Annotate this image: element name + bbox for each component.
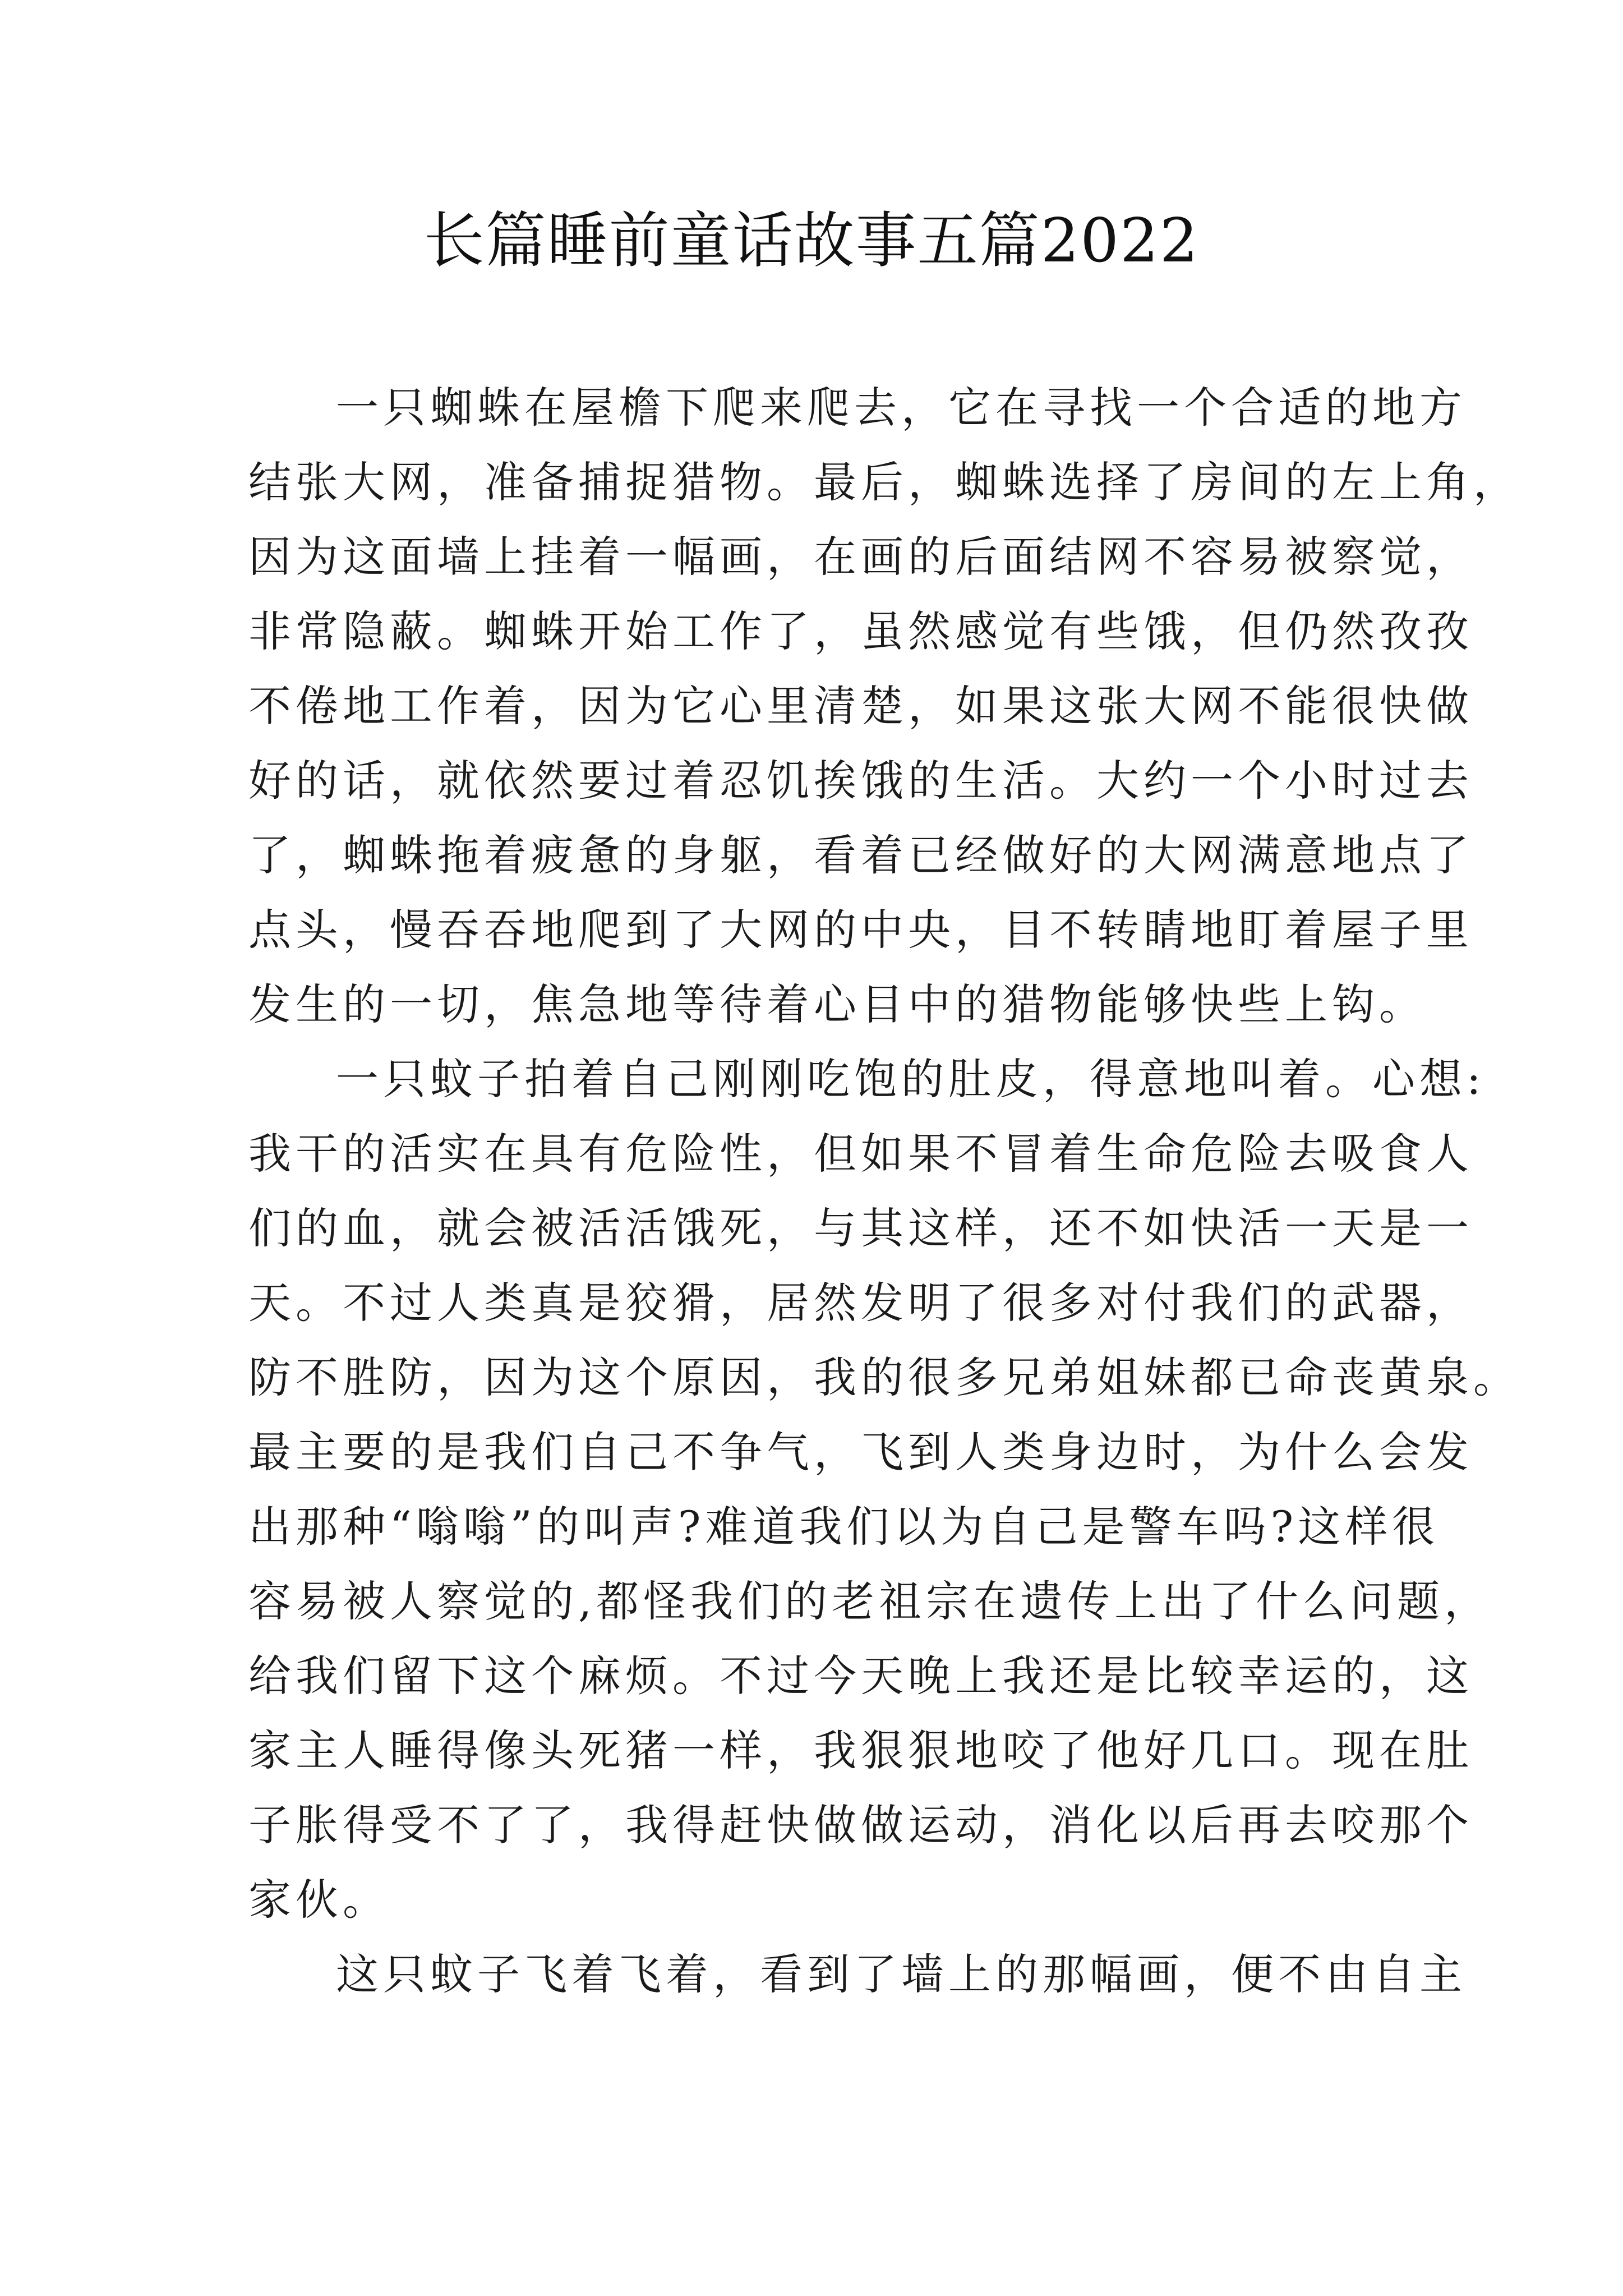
paragraph-1-line-3: 因为这面墙上挂着一幅画，在画的后面结网不容易被察觉，: [248, 532, 1473, 582]
paragraph-2-line-5: 防不胜防，因为这个原因，我的很多兄弟姐妹都已命丧黄泉。: [248, 1352, 1520, 1402]
paragraph-2-line-2: 我干的活实在具有危险性，但如果不冒着生命危险去吸食人: [248, 1129, 1473, 1179]
paragraph-2-line-6: 最主要的是我们自己不争气，飞到人类身边时，为什么会发: [248, 1427, 1473, 1477]
paragraph-2-line-11: 子胀得受不了了，我得赶快做做运动，消化以后再去咬那个: [248, 1800, 1473, 1850]
paragraph-3-line-1: 这只蚊子飞着飞着，看到了墙上的那幅画，便不由自主: [336, 1949, 1467, 1999]
paragraph-1-line-8: 点头，慢吞吞地爬到了大网的中央，目不转睛地盯着屋子里: [248, 905, 1473, 955]
paragraph-2-line-8: 容易被人察觉的,都怪我们的老祖宗在遗传上出了什么问题，: [248, 1576, 1492, 1626]
paragraph-1-line-1: 一只蜘蛛在屋檐下爬来爬去，它在寻找一个合适的地方: [336, 383, 1467, 432]
paragraph-2-line-4: 天。不过人类真是狡猾，居然发明了很多对付我们的武器，: [248, 1278, 1473, 1328]
paragraph-1-line-2: 结张大网，准备捕捉猎物。最后，蜘蛛选择了房间的左上角，: [248, 457, 1520, 507]
document-title: 长篇睡前童话故事五篇2022: [423, 206, 1200, 276]
paragraph-1-line-6: 好的话，就依然要过着忍饥挨饿的生活。大约一个小时过去: [248, 756, 1473, 806]
paragraph-1-line-7: 了，蜘蛛拖着疲惫的身躯，看着已经做好的大网满意地点了: [248, 830, 1473, 880]
paragraph-2-line-10: 家主人睡得像头死猪一样，我狠狠地咬了他好几口。现在肚: [248, 1726, 1473, 1775]
paragraph-2-line-9: 给我们留下这个麻烦。不过今天晚上我还是比较幸运的，这: [248, 1651, 1473, 1701]
paragraph-2-line-1: 一只蚊子拍着自己刚刚吃饱的肚皮，得意地叫着。心想:: [336, 1054, 1486, 1104]
paragraph-2-line-3: 们的血，就会被活活饿死，与其这样，还不如快活一天是一: [248, 1203, 1473, 1253]
paragraph-1-line-5: 不倦地工作着，因为它心里清楚，如果这张大网不能很快做: [248, 681, 1473, 731]
paragraph-2-line-7: 出那种“嗡嗡”的叫声?难道我们以为自己是警车吗?这样很: [248, 1502, 1440, 1552]
paragraph-2-line-12: 家伙。: [248, 1875, 390, 1925]
paragraph-1-line-9: 发生的一切，焦急地等待着心目中的猎物能够快些上钩。: [248, 979, 1426, 1029]
document-body: [248, 370, 1520, 2012]
paragraph-1-line-4: 非常隐蔽。蜘蛛开始工作了，虽然感觉有些饿，但仍然孜孜: [248, 606, 1473, 656]
